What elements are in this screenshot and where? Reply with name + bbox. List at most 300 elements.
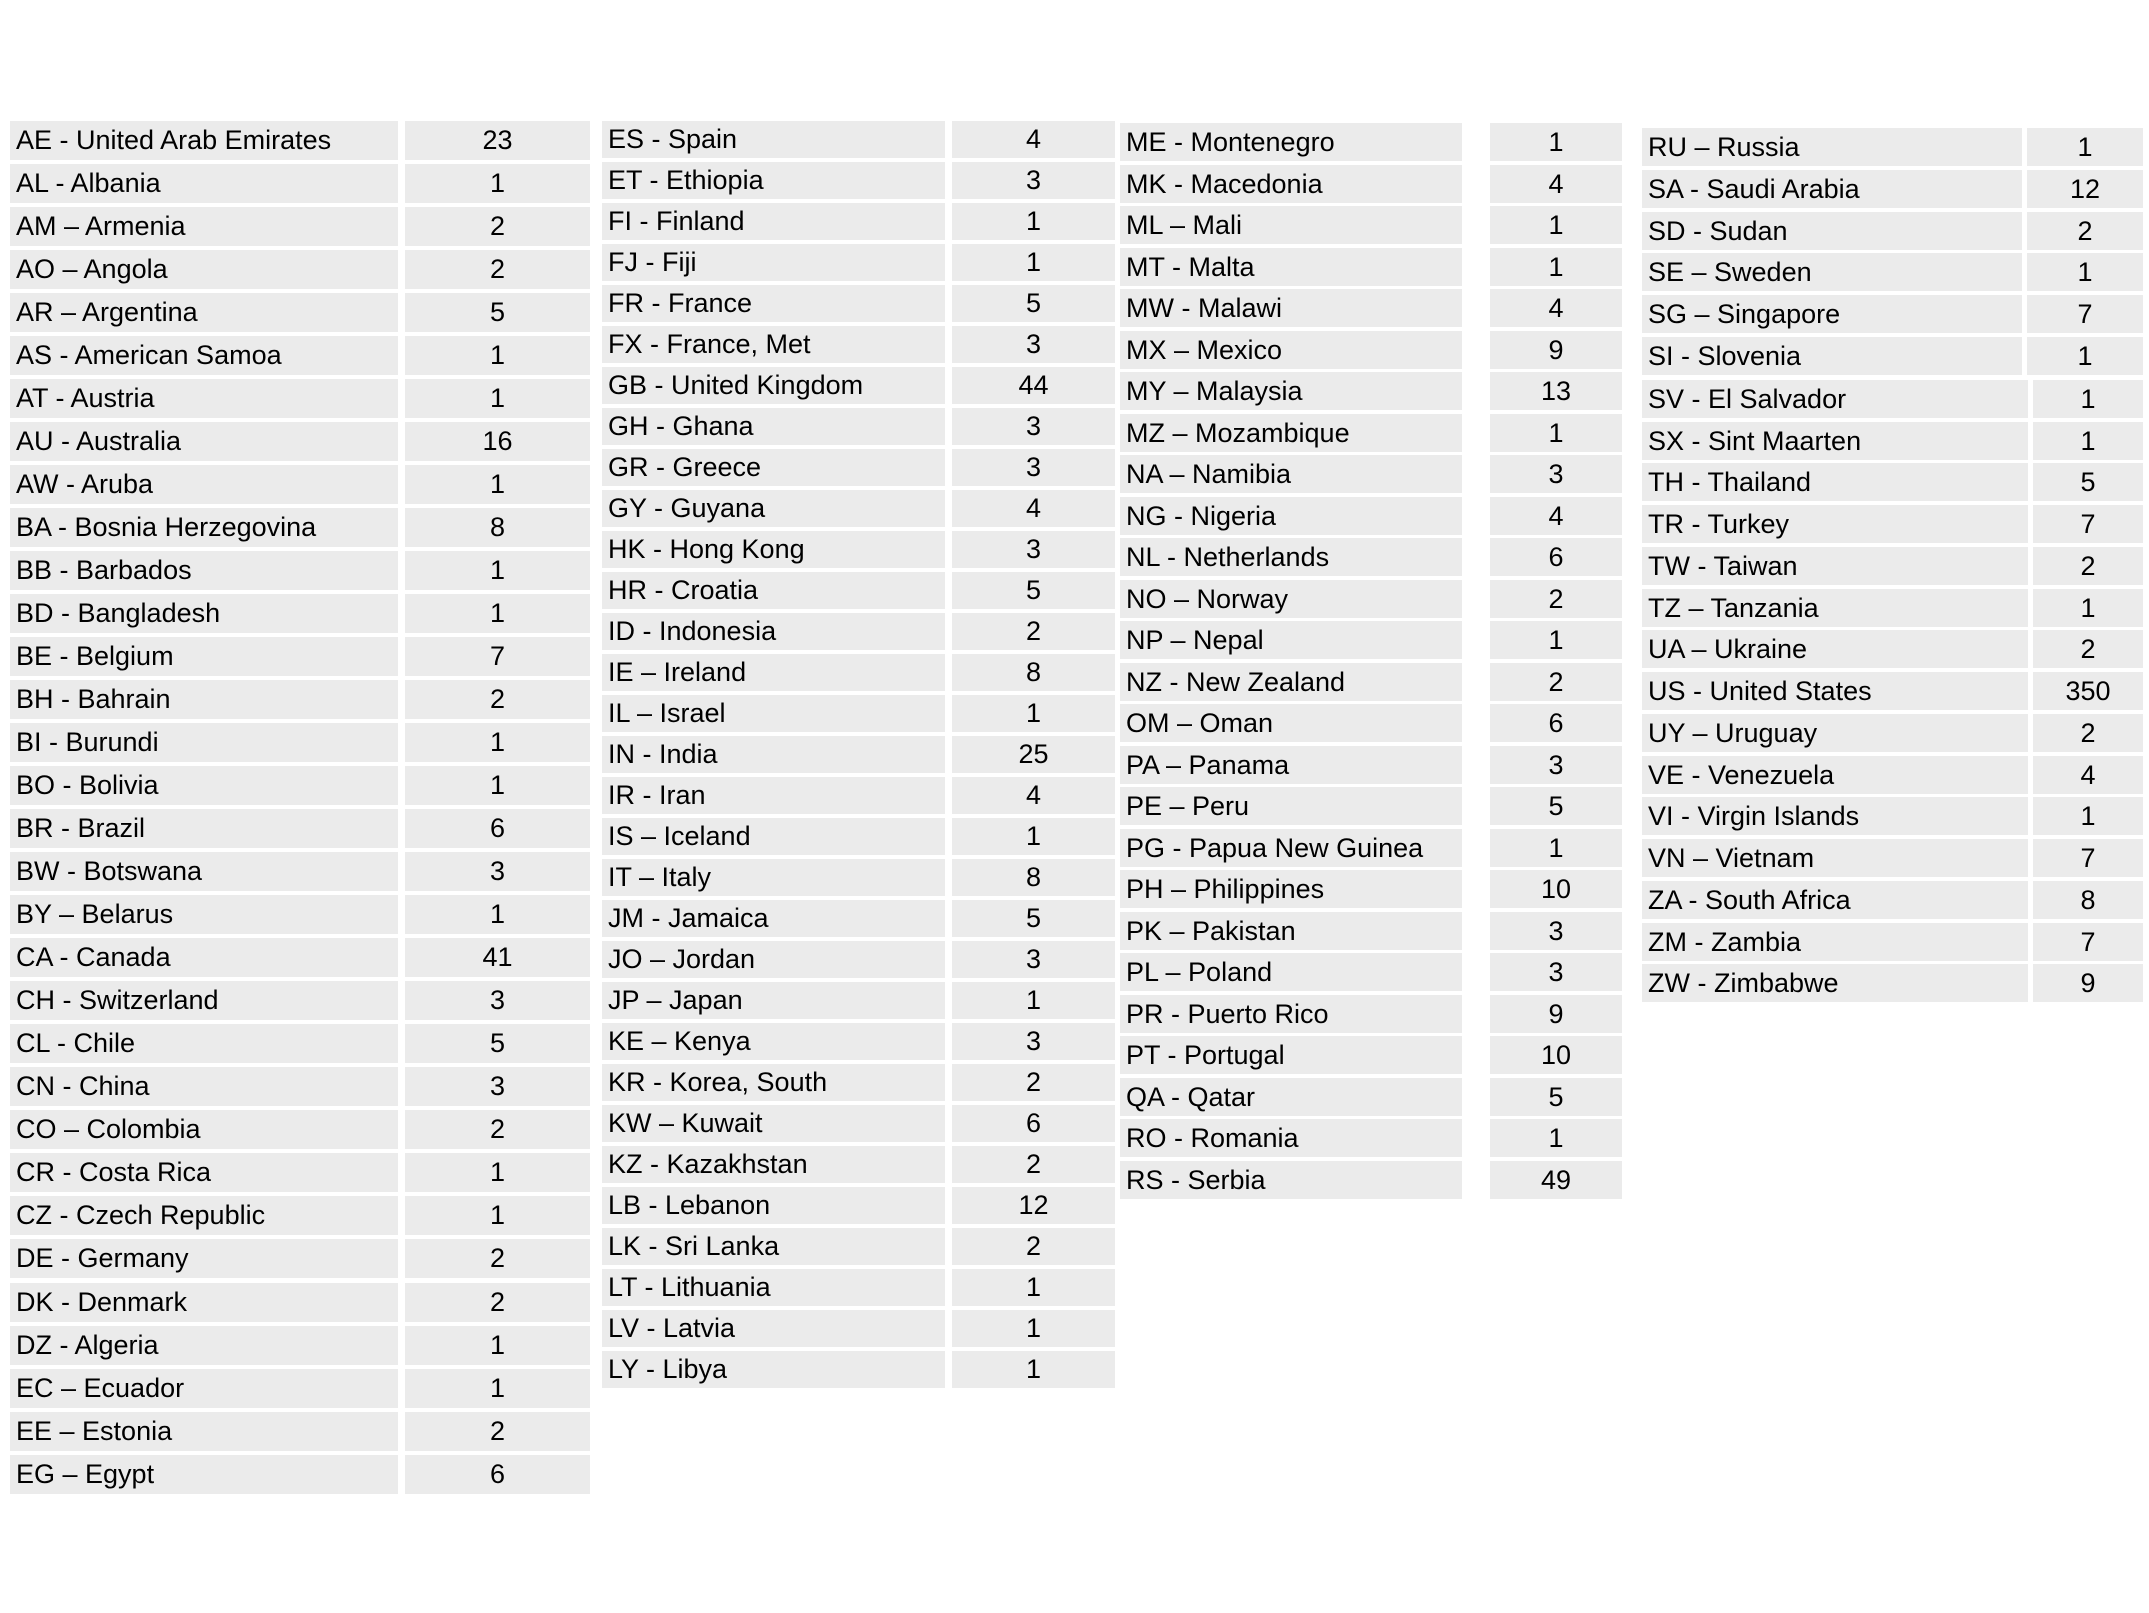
count-value: 1 [405, 551, 590, 590]
count-value: 4 [1490, 165, 1622, 203]
country-label: UY – Uruguay [1642, 714, 2028, 752]
table-row [10, 1110, 590, 1149]
count-value: 1 [952, 1351, 1115, 1388]
table-row [1120, 414, 1622, 452]
table-row [602, 1351, 1115, 1388]
table-row [602, 162, 1115, 199]
count-value: 2 [2033, 547, 2143, 585]
table-row [602, 203, 1115, 240]
table-row [10, 250, 590, 289]
column-block [10, 121, 590, 1278]
table-row [1120, 580, 1622, 618]
table-row [602, 1269, 1115, 1306]
table-row [10, 207, 590, 246]
table-row [602, 367, 1115, 404]
table-row [1120, 248, 1622, 286]
count-value: 6 [405, 809, 590, 848]
country-label: CO – Colombia [10, 1110, 398, 1149]
table-row [1642, 253, 2143, 291]
count-value: 1 [952, 244, 1115, 281]
count-value: 1 [2027, 337, 2143, 375]
country-label: IR - Iran [602, 777, 945, 814]
table-row [10, 422, 590, 461]
country-label: CL - Chile [10, 1024, 398, 1063]
country-label: CR - Costa Rica [10, 1153, 398, 1192]
table-row [602, 941, 1115, 978]
table-row [602, 654, 1115, 691]
country-label: ET - Ethiopia [602, 162, 945, 199]
table-row [602, 285, 1115, 322]
country-label: DZ - Algeria [10, 1326, 398, 1365]
country-label: KZ - Kazakhstan [602, 1146, 945, 1183]
count-value: 1 [405, 723, 590, 762]
table-row [1120, 538, 1622, 576]
country-label: AR – Argentina [10, 293, 398, 332]
table-row [1120, 455, 1622, 493]
table-row [602, 449, 1115, 486]
count-value: 2 [405, 680, 590, 719]
table-row [1642, 630, 2143, 668]
count-value: 49 [1490, 1161, 1622, 1199]
country-label: SX - Sint Maarten [1642, 422, 2028, 460]
count-value: 2 [2027, 212, 2143, 250]
count-value: 12 [952, 1187, 1115, 1224]
country-label: ES - Spain [602, 121, 945, 158]
table-row [1642, 128, 2143, 166]
count-value: 4 [952, 121, 1115, 158]
country-label: BI - Burundi [10, 723, 398, 762]
count-value: 1 [405, 1369, 590, 1408]
count-value: 4 [1490, 289, 1622, 327]
country-label: SE – Sweden [1642, 253, 2022, 291]
country-label: NG - Nigeria [1120, 497, 1462, 535]
table-row [602, 1146, 1115, 1183]
country-label: ZW - Zimbabwe [1642, 964, 2028, 1002]
table-row [1120, 1036, 1622, 1074]
table-row [1642, 547, 2143, 585]
table-row [10, 895, 590, 934]
country-label: BB - Barbados [10, 551, 398, 590]
table-row [10, 465, 590, 504]
count-value: 9 [1490, 331, 1622, 369]
table-row [1120, 870, 1622, 908]
table-row [10, 293, 590, 332]
count-value: 1 [2033, 797, 2143, 835]
count-value: 9 [2033, 964, 2143, 1002]
table-row [602, 408, 1115, 445]
country-label: KR - Korea, South [602, 1064, 945, 1101]
column-block [10, 1283, 590, 1494]
count-value: 7 [2033, 839, 2143, 877]
count-value: 5 [1490, 787, 1622, 825]
country-label: LY - Libya [602, 1351, 945, 1388]
country-label: BE - Belgium [10, 637, 398, 676]
table-row [1120, 829, 1622, 867]
count-value: 4 [1490, 497, 1622, 535]
table-row [10, 1283, 590, 1322]
count-value: 1 [405, 1153, 590, 1192]
count-value: 44 [952, 367, 1115, 404]
count-value: 10 [1490, 1036, 1622, 1074]
country-label: TR - Turkey [1642, 505, 2028, 543]
count-value: 8 [405, 508, 590, 547]
table-row [1642, 422, 2143, 460]
count-value: 7 [2033, 923, 2143, 961]
country-label: PE – Peru [1120, 787, 1462, 825]
count-value: 1 [1490, 206, 1622, 244]
count-value: 16 [405, 422, 590, 461]
country-label: BH - Bahrain [10, 680, 398, 719]
count-value: 6 [1490, 538, 1622, 576]
country-label: PR - Puerto Rico [1120, 995, 1462, 1033]
count-value: 1 [405, 1196, 590, 1235]
country-label: AO – Angola [10, 250, 398, 289]
count-value: 2 [405, 1110, 590, 1149]
count-value: 2 [2033, 630, 2143, 668]
table-row [1120, 289, 1622, 327]
table-row [602, 1105, 1115, 1142]
count-value: 5 [952, 900, 1115, 937]
country-label: MT - Malta [1120, 248, 1462, 286]
count-value: 5 [952, 285, 1115, 322]
column-block [1642, 380, 2143, 1003]
table-row [10, 1455, 590, 1494]
table-row [602, 900, 1115, 937]
column-1 [10, 121, 590, 1498]
count-value: 2 [405, 250, 590, 289]
country-label: PH – Philippines [1120, 870, 1462, 908]
table-row [1642, 672, 2143, 710]
table-row [602, 1023, 1115, 1060]
count-value: 1 [405, 465, 590, 504]
count-value: 3 [952, 531, 1115, 568]
table-row [10, 723, 590, 762]
table-row [10, 809, 590, 848]
table-row [10, 981, 590, 1020]
table-row [602, 1228, 1115, 1265]
count-value: 5 [1490, 1078, 1622, 1116]
column-block [1120, 123, 1622, 1199]
count-value: 3 [405, 981, 590, 1020]
table-row [10, 1326, 590, 1365]
country-label: LK - Sri Lanka [602, 1228, 945, 1265]
table-row [1642, 797, 2143, 835]
table-row [602, 244, 1115, 281]
table-row [1120, 372, 1622, 410]
country-label: US - United States [1642, 672, 2028, 710]
table-row [10, 1412, 590, 1451]
count-value: 2 [952, 613, 1115, 650]
country-label: FI - Finland [602, 203, 945, 240]
count-value: 7 [405, 637, 590, 676]
country-label: ID - Indonesia [602, 613, 945, 650]
column-2 [602, 121, 1115, 1392]
country-label: BD - Bangladesh [10, 594, 398, 633]
table-row [10, 121, 590, 160]
country-label: CN - China [10, 1067, 398, 1106]
count-value: 3 [952, 408, 1115, 445]
country-label: BW - Botswana [10, 852, 398, 891]
count-value: 6 [952, 1105, 1115, 1142]
count-value: 1 [952, 1310, 1115, 1347]
country-label: SI - Slovenia [1642, 337, 2022, 375]
country-label: RO - Romania [1120, 1119, 1462, 1157]
country-label: BY – Belarus [10, 895, 398, 934]
count-value: 4 [2033, 756, 2143, 794]
country-label: GR - Greece [602, 449, 945, 486]
table-row [602, 531, 1115, 568]
table-row [602, 982, 1115, 1019]
count-value: 3 [1490, 912, 1622, 950]
count-value: 2 [952, 1146, 1115, 1183]
table-row [1120, 1119, 1622, 1157]
column-block [1642, 128, 2143, 375]
count-value: 7 [2027, 295, 2143, 333]
country-label: HK - Hong Kong [602, 531, 945, 568]
column-3 [1120, 123, 1622, 1202]
table-row [10, 1067, 590, 1106]
country-label: FR - France [602, 285, 945, 322]
count-value: 1 [405, 1326, 590, 1365]
table-row [1642, 170, 2143, 208]
table-row [1120, 206, 1622, 244]
count-value: 25 [952, 736, 1115, 773]
table-row [10, 637, 590, 676]
country-label: RS - Serbia [1120, 1161, 1462, 1199]
table-row [602, 736, 1115, 773]
country-label: VN – Vietnam [1642, 839, 2028, 877]
count-value: 1 [1490, 1119, 1622, 1157]
country-label: CA - Canada [10, 938, 398, 977]
country-label: IN - India [602, 736, 945, 773]
count-value: 2 [405, 1283, 590, 1322]
count-value: 1 [952, 982, 1115, 1019]
country-label: JM - Jamaica [602, 900, 945, 937]
count-value: 23 [405, 121, 590, 160]
country-label: LB - Lebanon [602, 1187, 945, 1224]
country-label: RU – Russia [1642, 128, 2022, 166]
count-value: 1 [1490, 123, 1622, 161]
count-value: 2 [405, 1239, 590, 1278]
count-value: 13 [1490, 372, 1622, 410]
country-label: EG – Egypt [10, 1455, 398, 1494]
country-label: NP – Nepal [1120, 621, 1462, 659]
table-row [1642, 589, 2143, 627]
table-row [602, 859, 1115, 896]
country-label: MW - Malawi [1120, 289, 1462, 327]
country-label: JP – Japan [602, 982, 945, 1019]
country-label: AW - Aruba [10, 465, 398, 504]
country-label: TH - Thailand [1642, 463, 2028, 501]
count-value: 1 [952, 1269, 1115, 1306]
table-row [602, 121, 1115, 158]
table-row [1120, 787, 1622, 825]
country-label: VE - Venezuela [1642, 756, 2028, 794]
table-row [10, 1239, 590, 1278]
country-label: FJ - Fiji [602, 244, 945, 281]
count-value: 6 [405, 1455, 590, 1494]
country-label: GB - United Kingdom [602, 367, 945, 404]
country-label: TW - Taiwan [1642, 547, 2028, 585]
count-value: 3 [952, 941, 1115, 978]
table-row [1642, 380, 2143, 418]
count-value: 1 [2033, 422, 2143, 460]
count-value: 3 [952, 326, 1115, 363]
count-value: 9 [1490, 995, 1622, 1033]
count-value: 3 [1490, 746, 1622, 784]
country-label: HR - Croatia [602, 572, 945, 609]
table-row [1120, 995, 1622, 1033]
country-label: QA - Qatar [1120, 1078, 1462, 1116]
table-row [602, 490, 1115, 527]
table-row [1120, 663, 1622, 701]
count-value: 2 [1490, 663, 1622, 701]
count-value: 2 [2033, 714, 2143, 752]
table-row [10, 1153, 590, 1192]
count-value: 5 [952, 572, 1115, 609]
table-row [10, 508, 590, 547]
count-value: 5 [2033, 463, 2143, 501]
country-label: CH - Switzerland [10, 981, 398, 1020]
count-value: 1 [1490, 248, 1622, 286]
table-row [1120, 1161, 1622, 1199]
table-row [1642, 295, 2143, 333]
table-row [1642, 839, 2143, 877]
count-value: 6 [1490, 704, 1622, 742]
count-value: 8 [952, 654, 1115, 691]
country-label: MY – Malaysia [1120, 372, 1462, 410]
country-label: KW – Kuwait [602, 1105, 945, 1142]
table-row [10, 551, 590, 590]
count-value: 3 [405, 852, 590, 891]
table-row [1120, 953, 1622, 991]
table-row [1642, 714, 2143, 752]
table-row [1642, 881, 2143, 919]
table-row [10, 379, 590, 418]
country-label: ZM - Zambia [1642, 923, 2028, 961]
count-value: 41 [405, 938, 590, 977]
country-label: LV - Latvia [602, 1310, 945, 1347]
table-row [602, 326, 1115, 363]
table-row [602, 695, 1115, 732]
count-value: 4 [952, 490, 1115, 527]
country-label: PA – Panama [1120, 746, 1462, 784]
count-value: 2 [1490, 580, 1622, 618]
table-row [1642, 923, 2143, 961]
table-row [1120, 331, 1622, 369]
country-label: ML – Mali [1120, 206, 1462, 244]
country-label: BA - Bosnia Herzegovina [10, 508, 398, 547]
count-value: 2 [405, 1412, 590, 1451]
table-row [10, 336, 590, 375]
count-value: 1 [405, 336, 590, 375]
table-row [1642, 463, 2143, 501]
table-row [10, 594, 590, 633]
count-value: 1 [405, 379, 590, 418]
table-row [602, 1064, 1115, 1101]
count-value: 1 [405, 766, 590, 805]
country-label: NL - Netherlands [1120, 538, 1462, 576]
count-value: 3 [1490, 953, 1622, 991]
country-label: AE - United Arab Emirates [10, 121, 398, 160]
country-label: AS - American Samoa [10, 336, 398, 375]
country-label: SD - Sudan [1642, 212, 2022, 250]
country-label: AT - Austria [10, 379, 398, 418]
country-label: SA - Saudi Arabia [1642, 170, 2022, 208]
count-value: 1 [2033, 380, 2143, 418]
table-row [602, 613, 1115, 650]
table-row [1120, 165, 1622, 203]
count-value: 1 [2027, 128, 2143, 166]
count-value: 8 [2033, 881, 2143, 919]
count-value: 1 [952, 695, 1115, 732]
country-label: PL – Poland [1120, 953, 1462, 991]
count-value: 3 [952, 1023, 1115, 1060]
table-row [1642, 212, 2143, 250]
table-row [1120, 704, 1622, 742]
table-row [1642, 505, 2143, 543]
country-label: IE – Ireland [602, 654, 945, 691]
country-label: OM – Oman [1120, 704, 1462, 742]
country-label: FX - France, Met [602, 326, 945, 363]
count-value: 1 [405, 594, 590, 633]
table-row [10, 164, 590, 203]
count-value: 1 [1490, 414, 1622, 452]
table-row [1120, 912, 1622, 950]
count-value: 350 [2033, 672, 2143, 710]
table-row [10, 1369, 590, 1408]
table-row [1120, 123, 1622, 161]
table-row [10, 766, 590, 805]
count-value: 2 [952, 1064, 1115, 1101]
count-value: 2 [405, 207, 590, 246]
table-row [1120, 497, 1622, 535]
country-label: JO – Jordan [602, 941, 945, 978]
table-row [1642, 964, 2143, 1002]
country-label: NO – Norway [1120, 580, 1462, 618]
count-value: 1 [405, 164, 590, 203]
country-label: MZ – Mozambique [1120, 414, 1462, 452]
table-row [10, 1196, 590, 1235]
table-row [602, 777, 1115, 814]
country-label: IL – Israel [602, 695, 945, 732]
country-label: ME - Montenegro [1120, 123, 1462, 161]
table-row [10, 852, 590, 891]
column-4 [1642, 128, 2143, 1006]
count-value: 1 [405, 895, 590, 934]
count-value: 1 [952, 203, 1115, 240]
country-label: IS – Iceland [602, 818, 945, 855]
count-value: 1 [1490, 621, 1622, 659]
country-label: EE – Estonia [10, 1412, 398, 1451]
count-value: 1 [2027, 253, 2143, 291]
count-value: 5 [405, 293, 590, 332]
table-row [602, 818, 1115, 855]
country-label: AU - Australia [10, 422, 398, 461]
country-label: LT - Lithuania [602, 1269, 945, 1306]
table-row [1642, 756, 2143, 794]
table-row [602, 1310, 1115, 1347]
country-label: MK - Macedonia [1120, 165, 1462, 203]
country-label: NA – Namibia [1120, 455, 1462, 493]
count-value: 3 [1490, 455, 1622, 493]
country-label: DK - Denmark [10, 1283, 398, 1322]
country-label: KE – Kenya [602, 1023, 945, 1060]
count-value: 5 [405, 1024, 590, 1063]
country-label: UA – Ukraine [1642, 630, 2028, 668]
country-label: PT - Portugal [1120, 1036, 1462, 1074]
count-value: 2 [952, 1228, 1115, 1265]
